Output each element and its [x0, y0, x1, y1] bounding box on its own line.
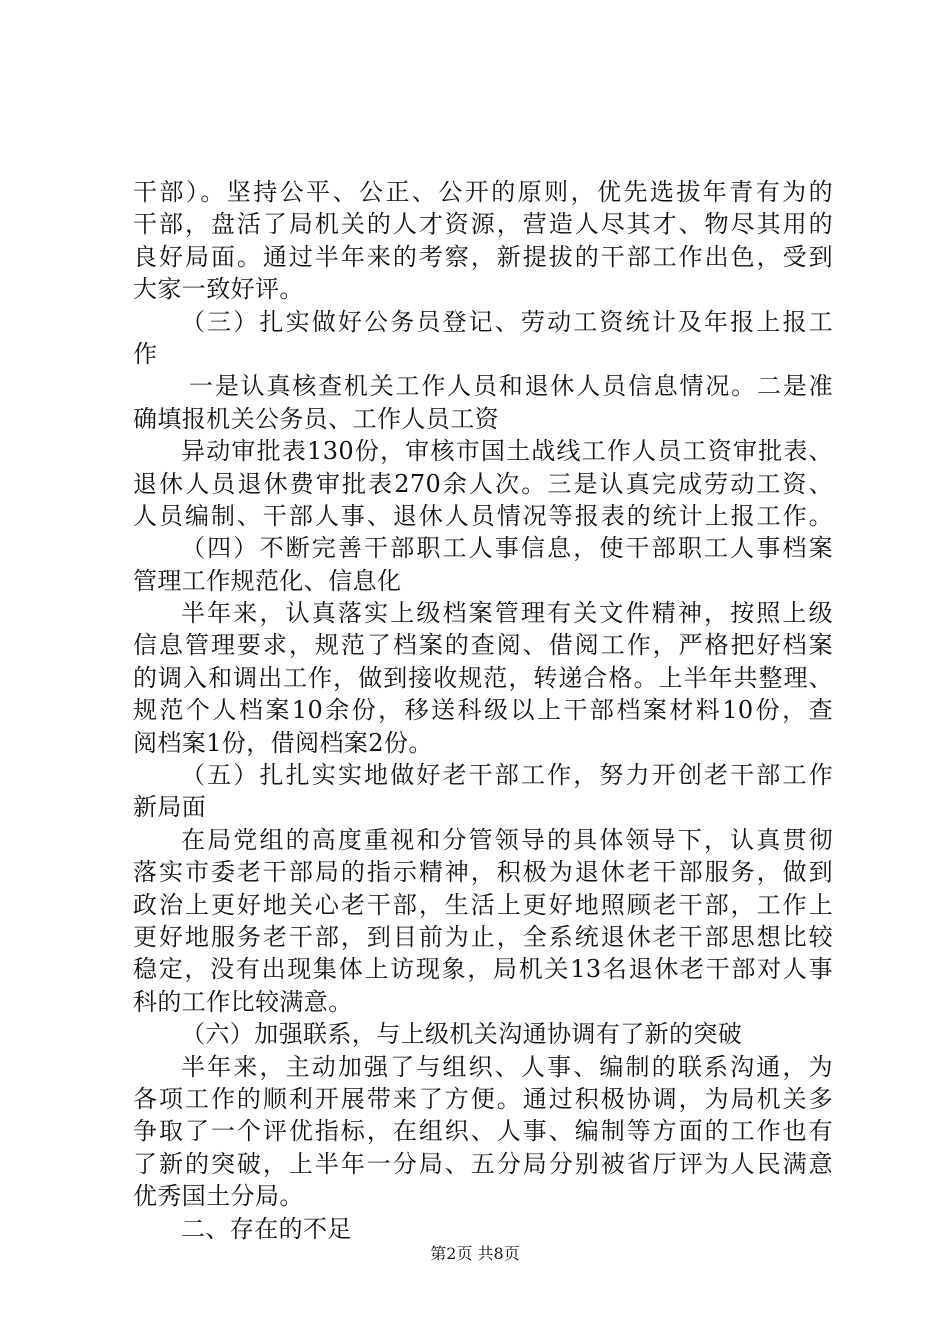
section-heading-line: （三）扎实做好公务员登记、劳动工资统计及年报上报工 [181, 307, 833, 336]
text-line: 各项工作的顺利开展带来了方便。通过积极协调，为局机关多 [133, 1084, 833, 1113]
section-heading-line: 作 [133, 339, 158, 368]
text-line: 阅档案1份，借阅档案2份。 [133, 728, 433, 757]
page-number-footer: 第2页 共8页 [430, 1244, 520, 1263]
text-line: 异动审批表130份，审核市国土战线工作人员工资审批表、 [181, 437, 833, 466]
text-line: 半年来，主动加强了与组织、人事、编制的联系沟通，为 [181, 1052, 833, 1081]
text-line: 退休人员退休费审批表270余人次。三是认真完成劳动工资、 [133, 469, 833, 498]
section-heading-line: 新局面 [133, 793, 207, 822]
text-line: 规范个人档案10余份，移送科级以上干部档案材料10份，查 [133, 696, 833, 725]
section-heading-line: 二、存在的不足 [181, 1214, 352, 1243]
text-line: 在局党组的高度重视和分管领导的具体领导下，认真贯彻 [181, 825, 833, 854]
text-line: 干部，盘活了局机关的人才资源，营造人尽其才、物尽其用的 [133, 210, 833, 239]
text-line: 信息管理要求，规范了档案的查阅、借阅工作，严格把好档案 [133, 631, 833, 660]
text-line: 落实市委老干部局的指示精神，积极为退休老干部服务，做到 [133, 858, 833, 887]
text-line: 科的工作比较满意。 [133, 987, 353, 1016]
text-line: 大家一致好评。 [133, 275, 304, 304]
text-line: 更好地服务老干部，到目前为止，全系统退休老干部思想比较 [133, 922, 833, 951]
text-line: 一是认真核查机关工作人员和退休人员信息情况。二是准 [189, 372, 833, 401]
text-line: 良好局面。通过半年来的考察，新提拔的干部工作出色，受到 [133, 242, 833, 271]
text-line: 稳定，没有出现集体上访现象，局机关13名退休老干部对人事 [133, 955, 833, 984]
text-line: 人员编制、干部人事、退休人员情况等报表的统计上报工作。 [133, 501, 833, 530]
text-line: 干部）。坚持公平、公正、公开的原则，优先选拔年青有为的 [133, 178, 833, 206]
text-line: 确填报机关公务员、工作人员工资 [133, 404, 499, 433]
text-line: 了新的突破，上半年一分局、五分局分别被省厅评为人民满意 [133, 1149, 833, 1178]
text-line: 的调入和调出工作，做到接收规范，转递合格。上半年共整理、 [133, 663, 833, 692]
text-line: 争取了一个评优指标，在组织、人事、编制等方面的工作也有 [133, 1117, 833, 1146]
document-body [133, 176, 833, 1245]
text-line: 优秀国土分局。 [133, 1182, 304, 1211]
section-heading-line: 管理工作规范化、信息化 [133, 566, 402, 595]
section-heading-line: （六）加强联系，与上级机关沟通协调有了新的突破 [181, 1020, 743, 1049]
text-line: 半年来，认真落实上级档案管理有关文件精神，按照上级 [181, 599, 833, 628]
section-heading-line: （五）扎扎实实地做好老干部工作，努力开创老干部工作 [181, 761, 833, 790]
section-heading-line: （四）不断完善干部职工人事信息，使干部职工人事档案 [181, 534, 833, 563]
text-line: 政治上更好地关心老干部，生活上更好地照顾老干部，工作上 [133, 890, 833, 919]
